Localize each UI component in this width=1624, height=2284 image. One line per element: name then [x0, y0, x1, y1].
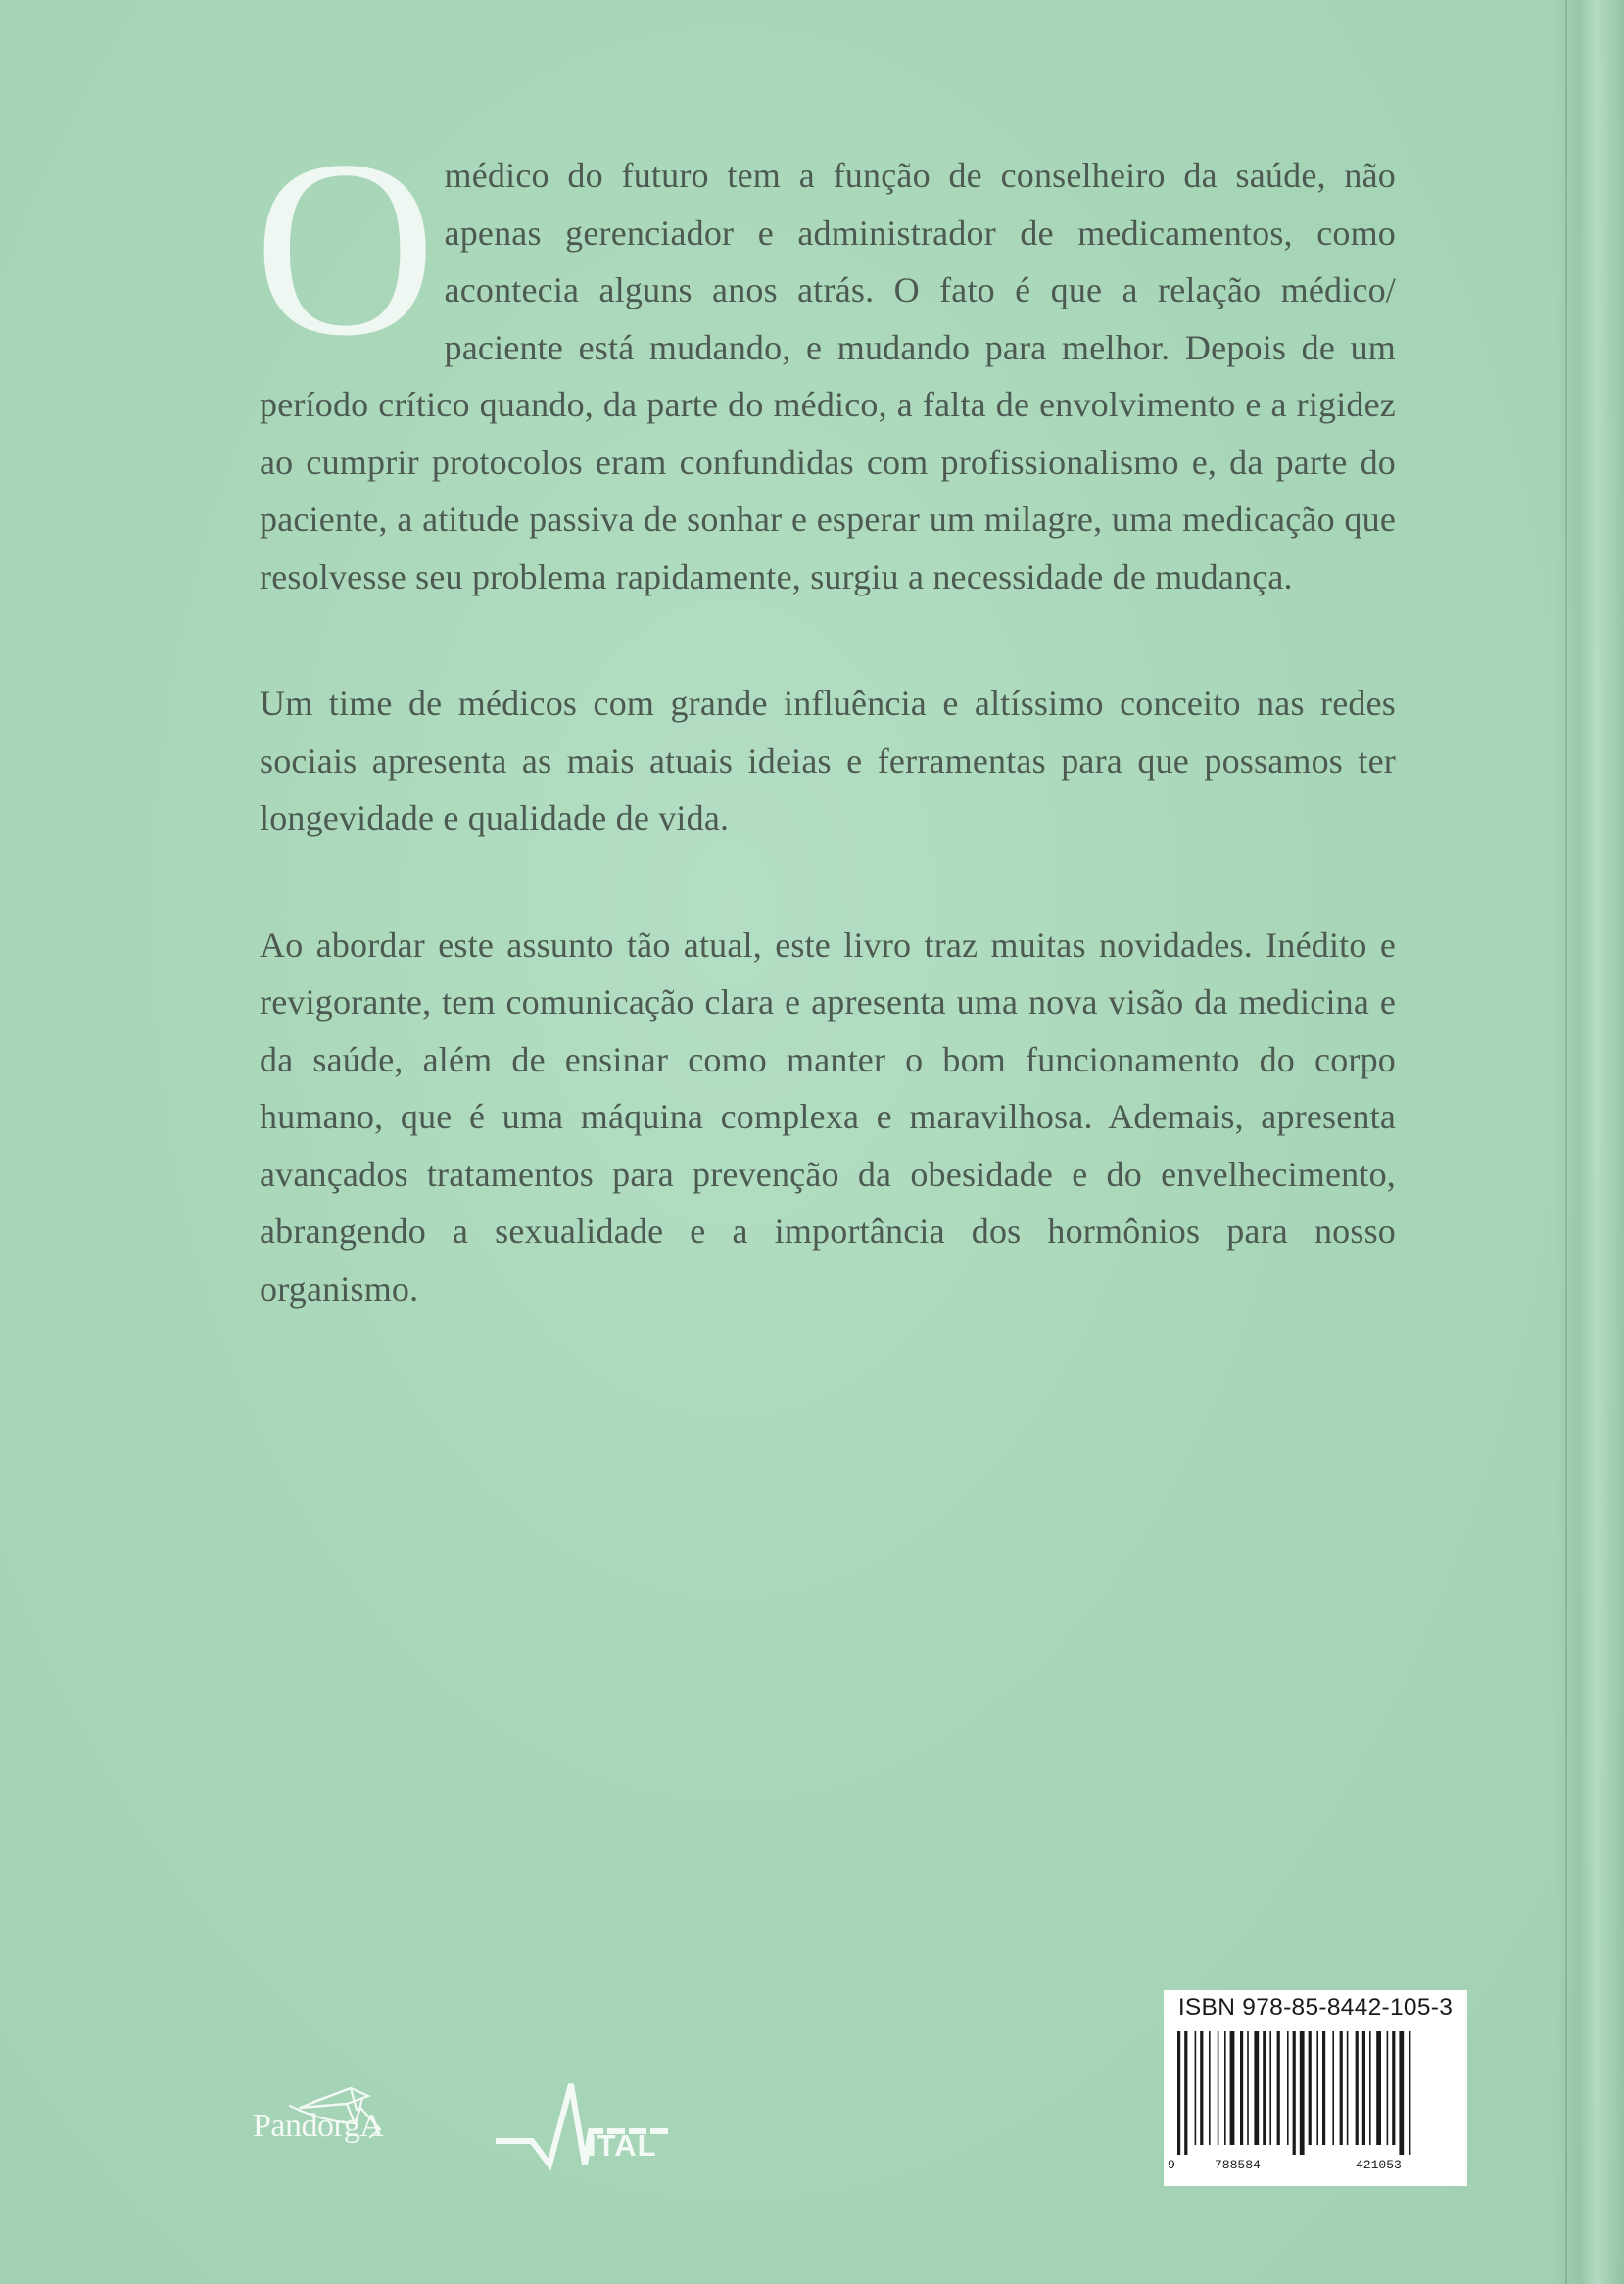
barcode-bar [1322, 2031, 1325, 2145]
barcode-bar [1340, 2031, 1343, 2145]
barcode-bar [1195, 2031, 1197, 2145]
barcode-bar [1392, 2031, 1395, 2145]
barcode-bar [1356, 2031, 1359, 2145]
isbn-label: ISBN 978-85-8442-105-3 [1177, 1994, 1454, 2021]
barcode-bar [1269, 2031, 1271, 2145]
blurb-paragraph-1 [254, 108, 1396, 605]
vital-logo-text: ITAL [588, 2128, 657, 2163]
barcode-bar [1177, 2031, 1180, 2155]
barcode-bar [1293, 2031, 1296, 2155]
barcode-bar [1409, 2031, 1411, 2155]
barcode-digits-right: 421053 [1356, 2158, 1402, 2172]
barcode-bar [1277, 2031, 1280, 2145]
blurb-paragraph-3: Ao abordar este assunto tão atual, este livro traz muitas novidades. Inédito e revigorante, tem comunicação clara e apresenta uma nova visão da medicina e da saúde, além de ensinar como manter o bom funcionamento do corpo humano, que é uma máquina complexa e maravilhosa. Ademais, apresenta avançados tratamentos para prevenção da obesidade e do envelhecimento, abrangendo a sexualidade e a importância dos hormônios para nosso organismo. [260, 925, 1396, 1309]
barcode-bar [1209, 2031, 1211, 2145]
barcode-bar [1387, 2031, 1389, 2145]
barcode-bar [1224, 2031, 1226, 2145]
barcode-bar [1347, 2031, 1349, 2145]
drop-cap: O [254, 108, 437, 388]
barcode-bar [1316, 2031, 1318, 2145]
barcode-bar [1399, 2031, 1404, 2155]
barcode-bar [1240, 2031, 1243, 2145]
pandorga-logo-text: PandorgA [253, 2108, 384, 2144]
barcode-bar [1332, 2031, 1334, 2145]
barcode-bar [1230, 2031, 1235, 2145]
isbn-barcode [1164, 1990, 1467, 2186]
barcode-bar [1369, 2031, 1371, 2145]
barcode-bar [1362, 2031, 1365, 2145]
barcode-bar [1300, 2031, 1305, 2155]
barcode-bar [1254, 2031, 1259, 2145]
barcode-bar [1376, 2031, 1381, 2145]
blurb-paragraph-2: Um time de médicos com grande influência e altíssimo conceito nas redes sociais apresenta as mais atuais ideias e ferramentas para que possamos ter longevidade e qualidade de vida. [260, 684, 1396, 837]
barcode-bar [1247, 2031, 1249, 2145]
blurb-paragraph-1-text: médico do futuro tem a função de conselheiro da saúde, não apenas gerenciador e administrador de medicamentos, como acontecia alguns anos atrás. O fato é que a relação médico/ paciente está mudando, e mudando para melhor. Depois de um período crítico quando, da parte do médico, a falta de envolvimento e a rigidez ao cumprir protocolos eram confundidas com profissionalismo e, da parte do paciente, a atitude passiva de sonhar e esperar um milagre, uma medicação que resolvesse seu problema rapidamente, surgiu a necessidade de mudança. [260, 156, 1396, 596]
barcode-bar [1263, 2031, 1266, 2145]
barcode-bar [1287, 2031, 1289, 2145]
barcode-bar [1200, 2031, 1203, 2145]
spine-crease [1565, 0, 1567, 2284]
barcode-bar [1309, 2031, 1312, 2145]
barcode-bars [1171, 2031, 1459, 2155]
barcode-bar [1184, 2031, 1187, 2155]
barcode-bar [1218, 2031, 1219, 2145]
barcode-digits-left: 788584 [1215, 2158, 1261, 2172]
blurb-text [254, 108, 1396, 1387]
barcode-digit-lead: 9 [1168, 2158, 1175, 2172]
